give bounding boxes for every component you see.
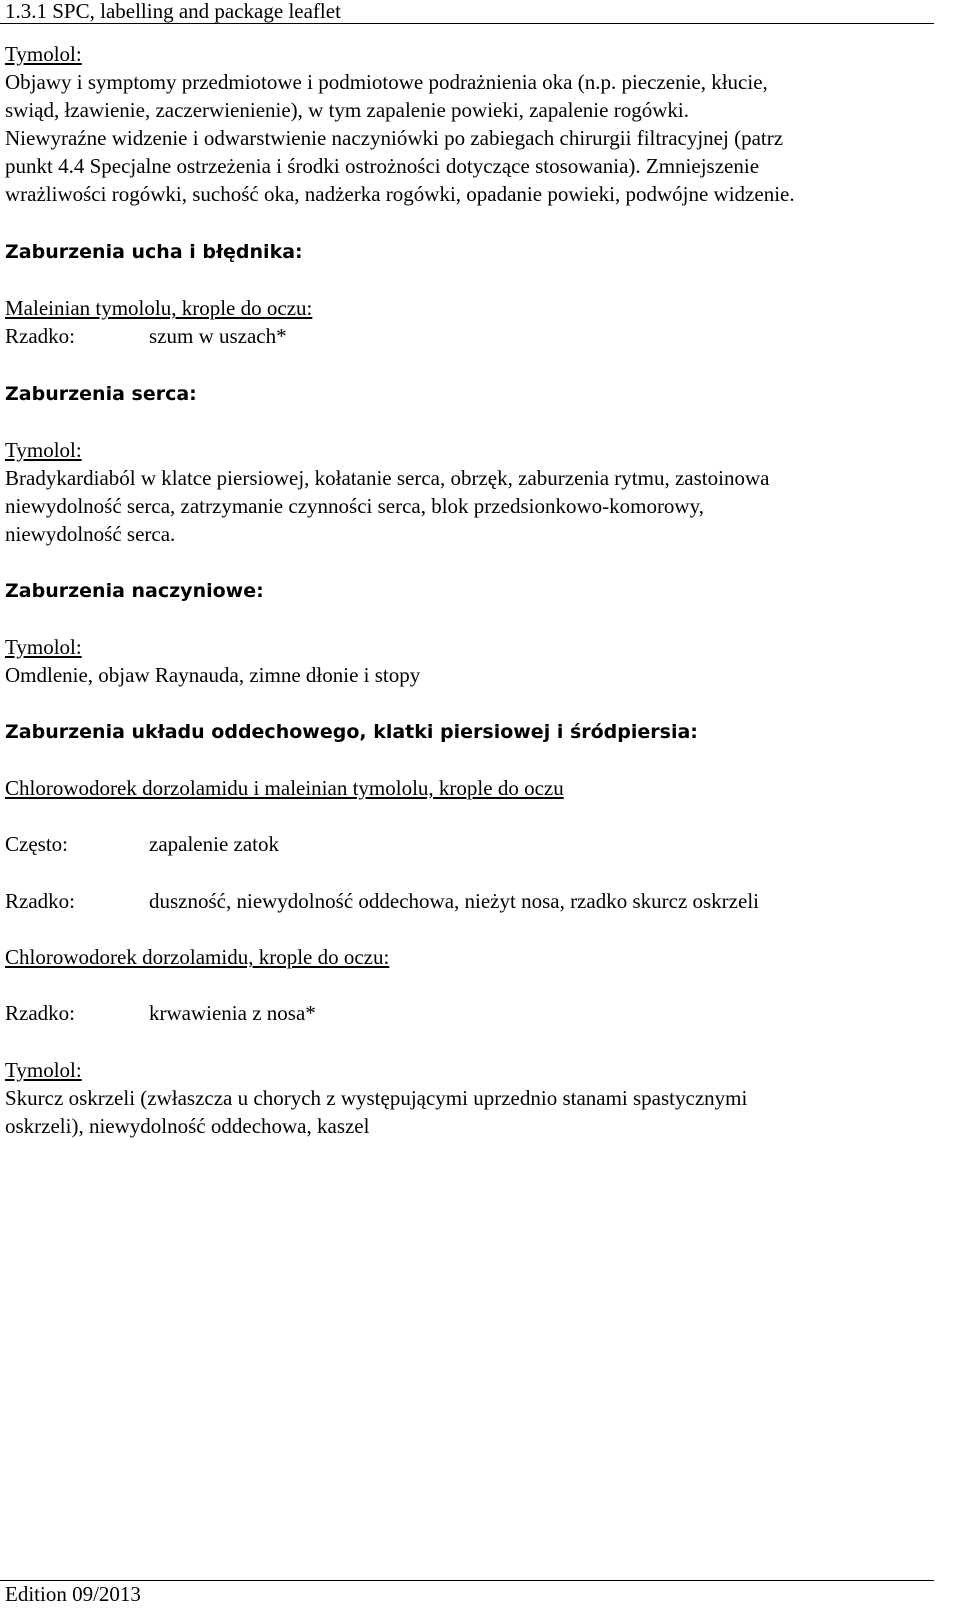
respiratory-dorzolamide-row bbox=[5, 999, 316, 1027]
respiratory-combo-row-2 bbox=[5, 887, 759, 915]
effect-text: krwawienia z nosa* bbox=[149, 1001, 316, 1025]
respiratory-combo-row-1 bbox=[5, 830, 279, 858]
eye-drug-label: Tymolol: bbox=[5, 42, 82, 66]
header-rule bbox=[0, 23, 934, 24]
header-title: 1.3.1 SPC, labelling and package leaflet bbox=[5, 0, 341, 23]
ear-row bbox=[5, 322, 287, 350]
vascular-text: Omdlenie, objaw Raynauda, zimne dłonie i stopy bbox=[5, 663, 421, 687]
effect-text: szum w uszach* bbox=[149, 324, 287, 348]
eye-line-4: punkt 4.4 Specjalne ostrzeżenia i środki ostrożności dotyczące stosowania). Zmniejszenie bbox=[5, 154, 760, 178]
eye-line-3: Niewyraźne widzenie i odwarstwienie naczyniówki po zabiegach chirurgii filtracyjnej (patrz bbox=[5, 126, 784, 150]
respiratory-dorzolamide-label: Chlorowodorek dorzolamidu, krople do oczu: bbox=[5, 945, 390, 969]
footer-edition: Edition 09/2013 bbox=[5, 1582, 141, 1606]
respiratory-timolol-line-2: oskrzeli), niewydolność oddechowa, kaszel bbox=[5, 1114, 370, 1138]
heart-heading: Zaburzenia serca: bbox=[5, 383, 197, 405]
effect-text: duszność, niewydolność oddechowa, nieżyt nosa, rzadko skurcz oskrzeli bbox=[149, 889, 759, 913]
eye-line-1: Objawy i symptomy przedmiotowe i podmiotowe podrażnienia oka (n.p. pieczenie, kłucie, bbox=[5, 70, 768, 94]
eye-line-2: swiąd, łzawienie, zaczerwienienie), w tym zapalenie powieki, zapalenie rogówki. bbox=[5, 98, 689, 122]
vascular-heading: Zaburzenia naczyniowe: bbox=[5, 580, 264, 602]
ear-drug-label: Maleinian tymololu, krople do oczu: bbox=[5, 296, 313, 320]
frequency-label: Rzadko: bbox=[5, 324, 75, 348]
respiratory-timolol-line-1: Skurcz oskrzeli (zwłaszcza u chorych z występującymi uprzednio stanami spastycznymi bbox=[5, 1086, 748, 1110]
respiratory-timolol-label: Tymolol: bbox=[5, 1058, 82, 1082]
frequency-label: Rzadko: bbox=[5, 889, 75, 913]
frequency-label: Często: bbox=[5, 832, 68, 856]
respiratory-heading: Zaburzenia układu oddechowego, klatki piersiowej i śródpiersia: bbox=[5, 721, 698, 743]
effect-text: zapalenie zatok bbox=[149, 832, 279, 856]
vascular-drug-label: Tymolol: bbox=[5, 635, 82, 659]
frequency-label: Rzadko: bbox=[5, 1001, 75, 1025]
heart-line-3: niewydolność serca. bbox=[5, 522, 176, 546]
respiratory-combo-label: Chlorowodorek dorzolamidu i maleinian tymololu, krople do oczu bbox=[5, 776, 564, 800]
heart-line-2: niewydolność serca, zatrzymanie czynności serca, blok przedsionkowo-komorowy, bbox=[5, 494, 704, 518]
heart-drug-label: Tymolol: bbox=[5, 438, 82, 462]
eye-line-5: wrażliwości rogówki, suchość oka, nadżerka rogówki, opadanie powieki, podwójne widzenie. bbox=[5, 182, 795, 206]
heart-line-1: Bradykardiaból w klatce piersiowej, kołatanie serca, obrzęk, zaburzenia rytmu, zastoinowa bbox=[5, 466, 770, 490]
ear-heading: Zaburzenia ucha i błędnika: bbox=[5, 241, 303, 263]
